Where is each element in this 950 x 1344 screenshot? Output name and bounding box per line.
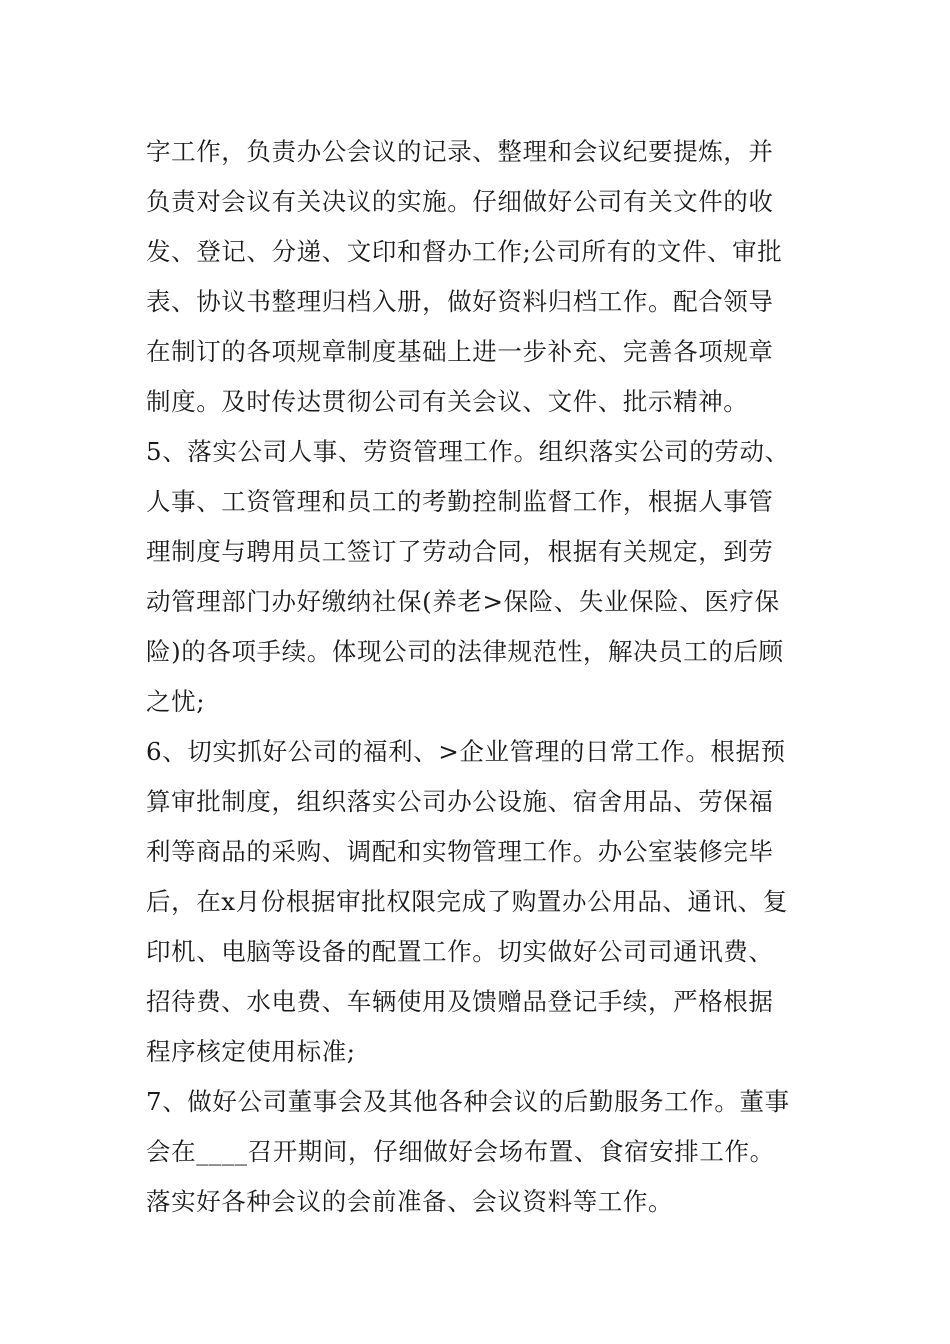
text-line: 5、落实公司人事、劳资管理工作。组织落实公司的劳动、: [146, 437, 790, 466]
text-line: 人事、工资管理和员工的考勤控制监督工作，根据人事管: [146, 487, 774, 516]
text-line: 会在____召开期间，仔细做好会场布置、食宿安排工作。: [146, 1137, 775, 1166]
text-line: 6、切实抓好公司的福利、>企业管理的日常工作。根据预: [146, 737, 786, 766]
text-line: 之忧;: [146, 687, 206, 716]
text-line: 算审批制度，组织落实公司办公设施、宿舍用品、劳保福: [146, 787, 774, 816]
text-line: 印机、电脑等设备的配置工作。切实做好公司司通讯费、: [146, 937, 774, 966]
text-line: 在制订的各项规章制度基础上进一步补充、完善各项规章: [146, 337, 774, 366]
text-line: 险)的各项手续。体现公司的法律规范性，解决员工的后顾: [146, 637, 784, 666]
text-line: 后，在x月份根据审批权限完成了购置办公用品、通讯、复: [146, 887, 788, 916]
text-line: 程序核定使用标准;: [146, 1037, 356, 1066]
text-line: 表、协议书整理归档入册，做好资料归档工作。配合领导: [146, 287, 774, 316]
text-line: 制度。及时传达贯彻公司有关会议、文件、批示精神。: [146, 387, 749, 416]
text-line: 招待费、水电费、车辆使用及馈赠品登记手续，严格根据: [146, 987, 774, 1016]
text-line: 7、做好公司董事会及其他各种会议的后勤服务工作。董事: [146, 1087, 790, 1116]
text-line: 字工作，负责办公会议的记录、整理和会议纪要提炼，并: [146, 137, 774, 166]
text-line: 利等商品的采购、调配和实物管理工作。办公室装修完毕: [146, 837, 774, 866]
document-body: [146, 127, 826, 1227]
text-line: 负责对会议有关决议的实施。仔细做好公司有关文件的收: [146, 187, 774, 216]
text-line: 落实好各种会议的会前准备、会议资料等工作。: [146, 1187, 674, 1216]
text-line: 理制度与聘用员工签订了劳动合同，根据有关规定，到劳: [146, 537, 774, 566]
text-line: 动管理部门办好缴纳社保(养老>保险、失业保险、医疗保: [146, 587, 780, 616]
text-line: 发、登记、分递、文印和督办工作;公司所有的文件、审批: [146, 237, 783, 266]
